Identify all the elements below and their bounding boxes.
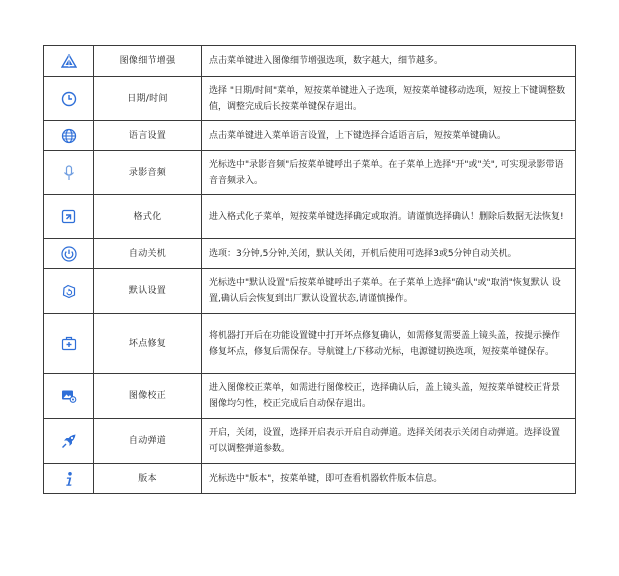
icon-cell — [44, 195, 94, 239]
row-name: 自动关机 — [94, 239, 202, 269]
row-desc: 进入图像校正菜单，如需进行图像校正，选择确认后，盖上镜头盖，短按菜单键校正背景图像均匀性，校正完成后自动保存退出。 — [202, 374, 576, 419]
icon-cell — [44, 269, 94, 314]
image-calibrate-icon — [44, 389, 93, 403]
row-name: 图像校正 — [94, 374, 202, 419]
row-name: 格式化 — [94, 195, 202, 239]
row-name: 默认设置 — [94, 269, 202, 314]
row-desc: 开启，关闭，设置，选择开启表示开启自动弹道。选择关闭表示关闭自动弹道。选择设置可以调整弹道参数。 — [202, 419, 576, 464]
microphone-icon — [44, 165, 93, 181]
table-row — [44, 121, 576, 151]
clock-icon — [44, 91, 93, 107]
info-icon — [44, 471, 93, 487]
table-row — [44, 151, 576, 195]
row-desc: 光标选中"录影音频"后按菜单键呼出子菜单。在子菜单上选择"开"或"关", 可实现录影带语音音频录入。 — [202, 151, 576, 195]
icon-cell — [44, 77, 94, 121]
table-row — [44, 77, 576, 121]
icon-cell — [44, 464, 94, 494]
table-row — [44, 374, 576, 419]
row-desc: 点击菜单键进入菜单语言设置，上下键选择合适语言后，短按菜单键确认。 — [202, 121, 576, 151]
icon-cell — [44, 314, 94, 374]
icon-cell — [44, 121, 94, 151]
table-row — [44, 46, 576, 77]
row-desc: 进入格式化子菜单，短按菜单键选择确定或取消。请谨慎选择确认！删除后数据无法恢复! — [202, 195, 576, 239]
row-name: 日期/时间 — [94, 77, 202, 121]
row-desc: 将机器打开后在功能设置键中打开坏点修复确认，如需修复需要盖上镜头盖，按提示操作修复坏点，修复后需保存。导航键上/下移动光标，电源键切换选项，短按菜单键保存。 — [202, 314, 576, 374]
row-name: 自动弹道 — [94, 419, 202, 464]
rocket-icon — [44, 433, 93, 449]
icon-cell — [44, 46, 94, 77]
table-row — [44, 464, 576, 494]
table-row — [44, 269, 576, 314]
table-row — [44, 239, 576, 269]
row-desc: 选项：3分钟,5分钟,关闭，默认关闭，开机后使用可选择3或5分钟自动关机。 — [202, 239, 576, 269]
icon-cell — [44, 239, 94, 269]
row-name: 语言设置 — [94, 121, 202, 151]
power-icon — [44, 246, 93, 262]
table-row — [44, 314, 576, 374]
row-desc: 光标选中"版本"，按菜单键，即可查看机器软件版本信息。 — [202, 464, 576, 494]
format-icon — [44, 209, 93, 224]
icon-cell — [44, 374, 94, 419]
table-row — [44, 419, 576, 464]
repair-kit-icon — [44, 336, 93, 351]
row-name: 录影音频 — [94, 151, 202, 195]
globe-icon — [44, 128, 93, 144]
row-desc: 点击菜单键进入图像细节增强选项，数字越大，细节越多。 — [202, 46, 576, 77]
row-desc: 选择 "日期/时间"菜单，短按菜单键进入子选项，短按菜单键移动选项，短按上下键调整数值，调整完成后长按菜单键保存退出。 — [202, 77, 576, 121]
row-desc: 光标选中"默认设置"后按菜单键呼出子菜单。在子菜单上选择"确认"或"取消"恢复默认 设置,确认后会恢复到出厂默认设置状态,请谨慎操作。 — [202, 269, 576, 314]
row-name: 坏点修复 — [94, 314, 202, 374]
settings-menu-table — [43, 45, 576, 494]
row-name: 版本 — [94, 464, 202, 494]
icon-cell — [44, 151, 94, 195]
reset-icon — [44, 284, 93, 299]
triangle-sharpen-icon — [44, 54, 93, 68]
icon-cell — [44, 419, 94, 464]
table-row — [44, 195, 576, 239]
row-name: 图像细节增强 — [94, 46, 202, 77]
